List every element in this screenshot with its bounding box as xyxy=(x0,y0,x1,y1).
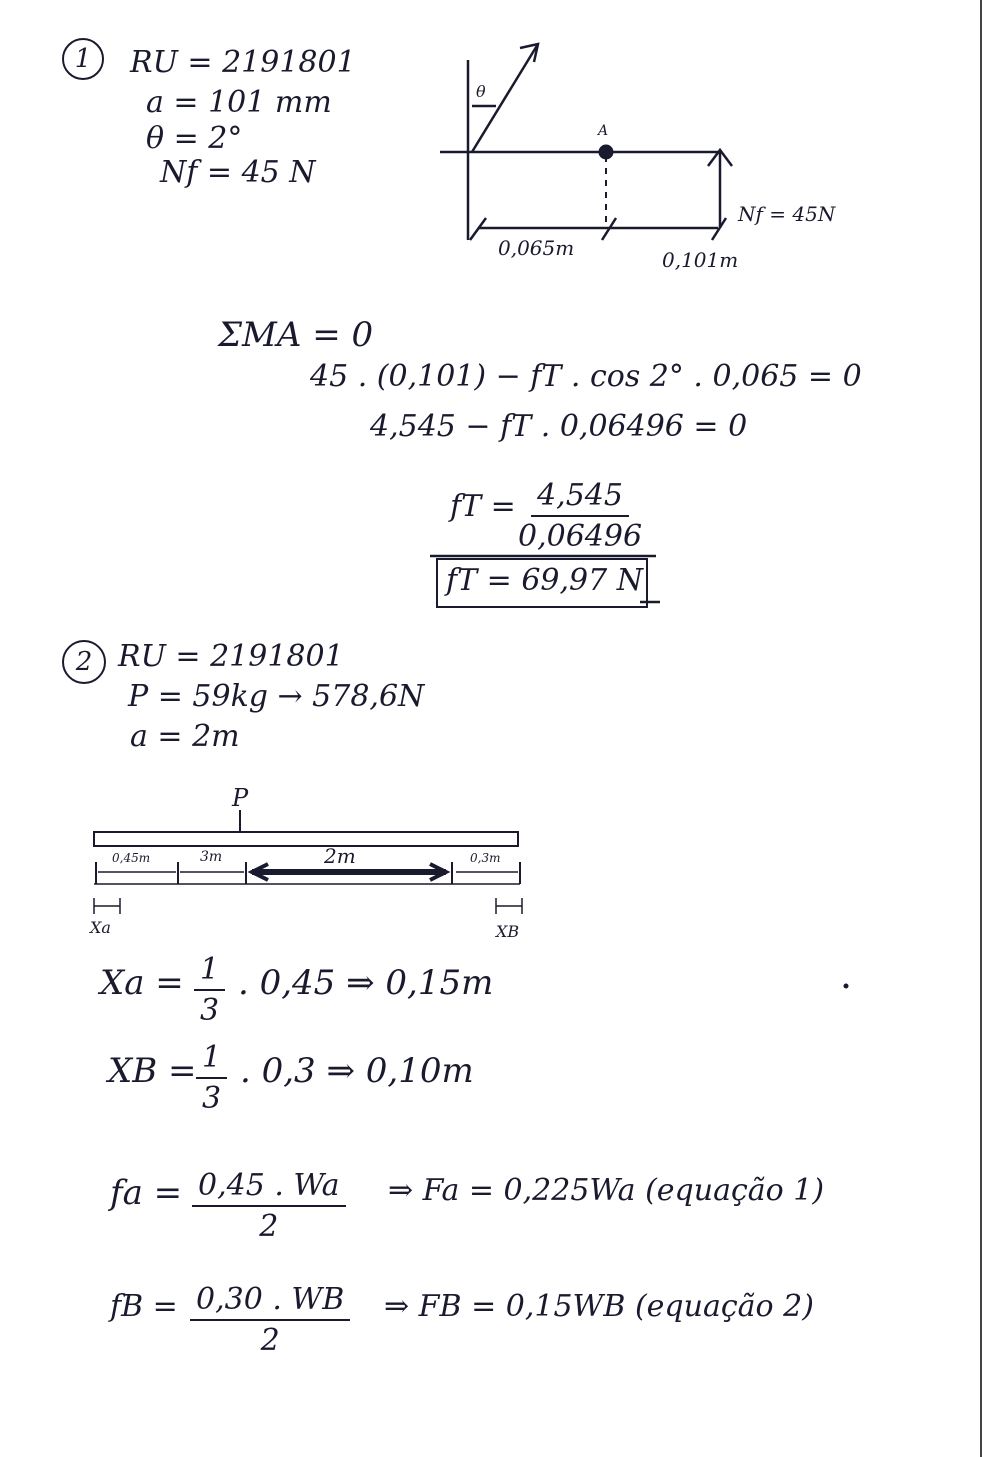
fa-lhs: fa = xyxy=(110,1173,183,1213)
seg-03m-label: 0,3m xyxy=(470,851,501,865)
stray-dot xyxy=(844,984,849,989)
moment-equation-2: 4,545 − fT . 0,06496 = 0 xyxy=(370,409,748,444)
problem-2-a: a = 2m xyxy=(130,719,240,754)
xb-rhs: . 0,3 ⇒ 0,10m xyxy=(240,1051,474,1091)
problem-1-ru: RU = 2191801 xyxy=(130,45,356,80)
ft-numerator: 4,545 xyxy=(531,478,629,517)
ft-lhs: fT = xyxy=(450,489,516,524)
fb-numerator: 0,30 . WB xyxy=(190,1282,350,1321)
load-p-label: P xyxy=(232,784,249,812)
ft-denominator: 0,06496 xyxy=(518,519,643,554)
problem-1-theta: θ = 2° xyxy=(146,121,243,156)
seg-045-label: 0,45m xyxy=(112,851,151,865)
problem-1-nf: Nf = 45 N xyxy=(160,155,316,190)
beam xyxy=(94,832,518,846)
fb-fraction xyxy=(190,1282,350,1358)
fa-rhs: ⇒ Fa = 0,225Wa (equação 1) xyxy=(388,1173,825,1208)
ft-result: fT = 69,97 N xyxy=(446,563,643,598)
seg-3m-label: 3m xyxy=(200,849,223,865)
fb-rhs: ⇒ FB = 0,15WB (equação 2) xyxy=(384,1289,814,1324)
theta-label: θ xyxy=(476,82,486,101)
xa-numerator: 1 xyxy=(194,952,225,991)
dimension-0065: 0,065m xyxy=(498,236,575,260)
moment-equation-1: 45 . (0,101) − fT . cos 2° . 0,065 = 0 xyxy=(310,359,862,394)
problem-1-number: 1 xyxy=(62,38,104,80)
sum-moment-equation: ΣMA = 0 xyxy=(218,315,374,355)
problem-2-p: P = 59kg → 578,6N xyxy=(128,679,425,714)
xa-fraction xyxy=(194,952,225,1028)
dimension-0101: 0,101m xyxy=(662,248,739,272)
fb-denominator: 2 xyxy=(260,1323,280,1358)
xb-label: XB xyxy=(496,922,520,941)
problem-1-a: a = 101 mm xyxy=(146,85,332,120)
fa-numerator: 0,45 . Wa xyxy=(192,1168,346,1207)
point-a-label: A xyxy=(598,123,609,139)
xa-rhs: . 0,45 ⇒ 0,15m xyxy=(238,963,494,1003)
xb-fraction xyxy=(196,1040,227,1116)
xa-denominator: 3 xyxy=(200,993,220,1028)
problem-2-number: 2 xyxy=(62,640,106,684)
problem-2-ru: RU = 2191801 xyxy=(118,639,344,674)
seg-2m-label: 2m xyxy=(324,844,356,868)
xb-denominator: 3 xyxy=(202,1081,222,1116)
fb-lhs: fB = xyxy=(110,1289,178,1324)
xa-lhs: Xa = xyxy=(100,963,184,1003)
xa-label: Xa xyxy=(90,918,111,937)
nf-force-label: Nf = 45N xyxy=(738,202,836,226)
fa-denominator: 2 xyxy=(259,1209,279,1244)
xb-numerator: 1 xyxy=(196,1040,227,1079)
fa-fraction xyxy=(192,1168,346,1244)
xb-lhs: XB = xyxy=(108,1051,197,1091)
